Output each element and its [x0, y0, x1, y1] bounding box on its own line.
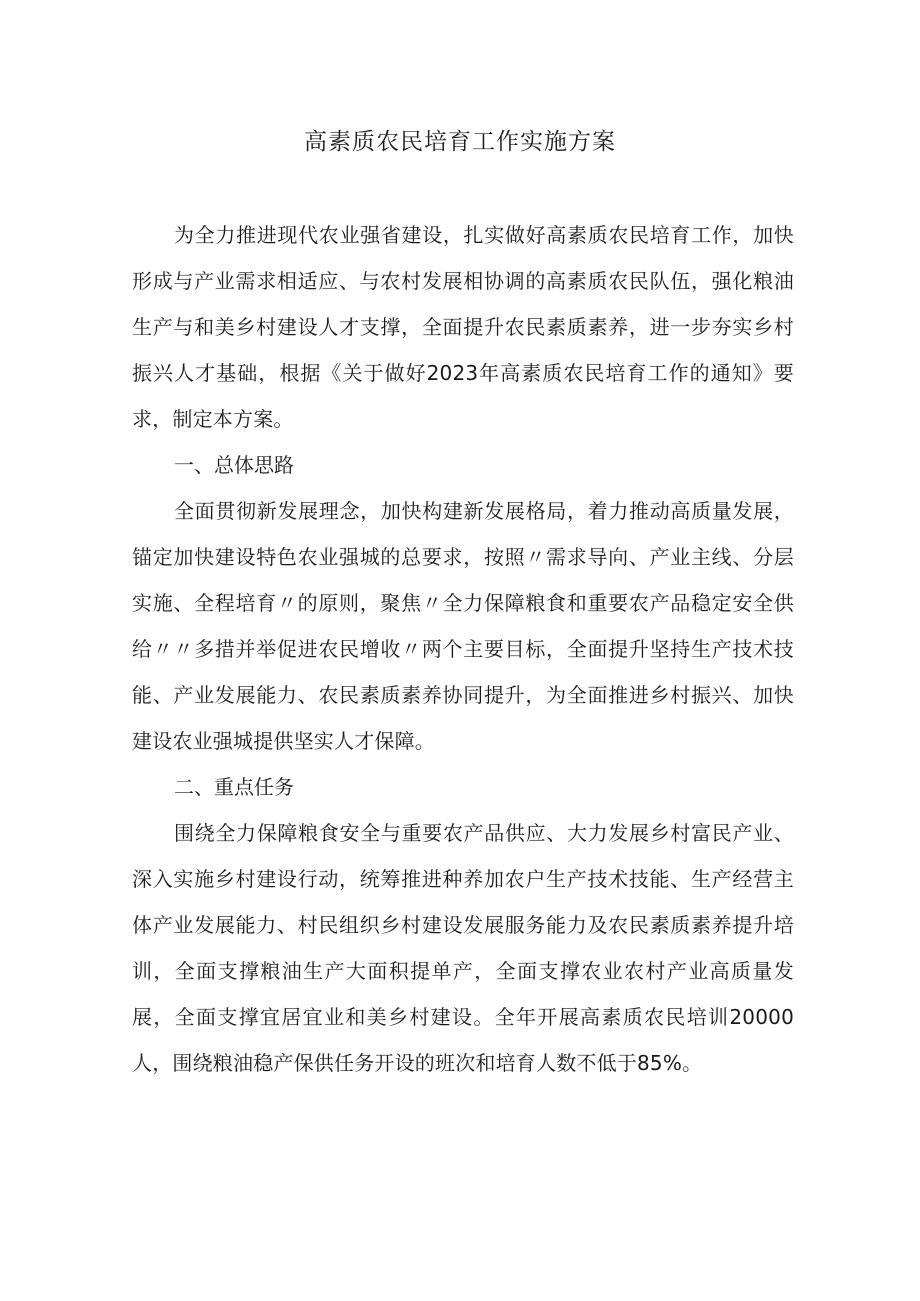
paragraph-key-tasks: 围绕全力保障粮食安全与重要农产品供应、大力发展乡村富民产业、深入实施乡村建设行动，统筹推进种养加农户生产技术技能、生产经营主体产业发展能力、村民组织乡村建设发展服务能力及农民素质素养提升培训，全面支撑粮油生产大面积提单产，全面支撑农业农村产业高质量发展，全面支撑宜居宜业和美乡村建设。全年开展高素质农民培训20000人，围绕粮油稳产保供任务开设的班次和培育人数不低于85%。: [132, 821, 794, 1075]
document-body: [132, 212, 794, 1086]
paragraph-intro: 为全力推进现代农业强省建设，扎实做好高素质农民培育工作，加快形成与产业需求相适应、与农村发展相协调的高素质农民队伍，强化粮油生产与和美乡村建设人才支撑，全面提升农民素质素养，进一步夯实乡村振兴人才基础，根据《关于做好2023年高素质农民培育工作的通知》要求，制定本方案。: [132, 223, 794, 431]
section-heading-key-tasks: 二、重点任务: [174, 775, 294, 799]
section-heading-overall-approach: 一、总体思路: [174, 453, 294, 477]
paragraph-overall-approach: 全面贯彻新发展理念，加快构建新发展格局，着力推动高质量发展，锚定加快建设特色农业强城的总要求，按照〃需求导向、产业主线、分层实施、全程培育〃的原则，聚焦〃全力保障粮食和重要农产品稳定安全供给〃〃多措并举促进农民增收〃两个主要目标，全面提升坚持生产技术技能、产业发展能力、农民素质素养协同提升，为全面推进乡村振兴、加快建设农业强城提供坚实人才保障。: [132, 499, 794, 753]
document-title: 高素质农民培育工作实施方案: [304, 129, 616, 155]
